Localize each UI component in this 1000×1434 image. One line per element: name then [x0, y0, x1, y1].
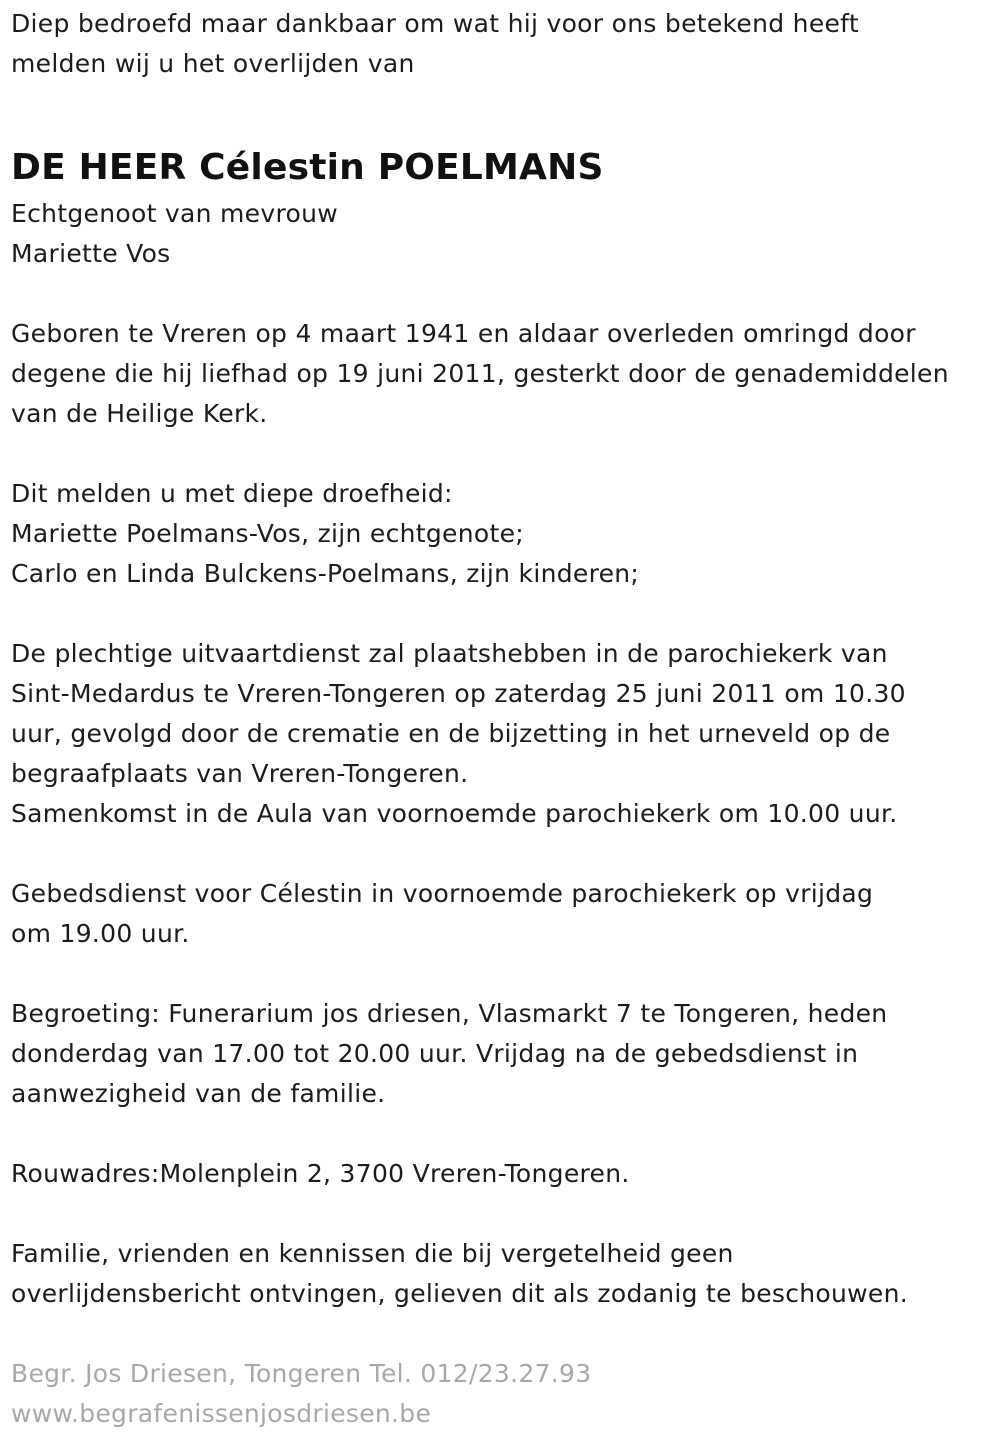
intro-line: melden wij u het overlijden van: [11, 49, 415, 78]
spouse-line: Mariette Vos: [11, 239, 171, 268]
greeting-line: donderdag van 17.00 tot 20.00 uur. Vrijdag na de gebedsdienst in: [11, 1039, 859, 1068]
paragraph-gap: [11, 1114, 986, 1154]
funeral-paragraph: [11, 634, 986, 834]
paragraph-gap: [11, 1314, 986, 1354]
funeral-line: uur, gevolgd door de crematie en de bijzetting in het urneveld op de: [11, 719, 891, 748]
funeral-line: begraafplaats van Vreren-Tongeren.: [11, 759, 469, 788]
funeral-home-contact: Begr. Jos Driesen, Tongeren Tel. 012/23.27.93: [11, 1359, 592, 1388]
paragraph-gap: [11, 954, 986, 994]
notice-line: Familie, vrienden en kennissen die bij vergetelheid geen: [11, 1239, 734, 1268]
birth-death-paragraph: [11, 314, 986, 434]
birth-death-line: Geboren te Vreren op 4 maart 1941 en aldaar overleden omringd door: [11, 319, 916, 348]
deceased-name: DE HEER Célestin POELMANS: [11, 147, 604, 188]
funeral-home-footer: [11, 1354, 986, 1434]
family-line: Mariette Poelmans-Vos, zijn echtgenote;: [11, 519, 524, 548]
spouse-paragraph: [11, 194, 986, 274]
greeting-paragraph: [11, 994, 986, 1114]
funeral-line: De plechtige uitvaartdienst zal plaatshebben in de parochiekerk van: [11, 639, 888, 668]
funeral-line: Sint-Medardus te Vreren-Tongeren op zaterdag 25 juni 2011 om 10.30: [11, 679, 906, 708]
prayer-paragraph: [11, 874, 986, 954]
family-line: Carlo en Linda Bulckens-Poelmans, zijn kinderen;: [11, 559, 640, 588]
prayer-line: Gebedsdienst voor Célestin in voornoemde parochiekerk op vrijdag: [11, 879, 874, 908]
family-paragraph: [11, 474, 986, 594]
paragraph-gap: [11, 834, 986, 874]
notice-line: overlijdensbericht ontvingen, gelieven dit als zodanig te beschouwen.: [11, 1279, 908, 1308]
address-line: Rouwadres:Molenplein 2, 3700 Vreren-Tongeren.: [11, 1159, 630, 1188]
spouse-line: Echtgenoot van mevrouw: [11, 199, 338, 228]
prayer-line: om 19.00 uur.: [11, 919, 190, 948]
greeting-line: Begroeting: Funerarium jos driesen, Vlasmarkt 7 te Tongeren, heden: [11, 999, 888, 1028]
funeral-home-website[interactable]: www.begrafenissenjosdriesen.be: [11, 1399, 432, 1428]
family-line: Dit melden u met diepe droefheid:: [11, 479, 453, 508]
funeral-line: Samenkomst in de Aula van voornoemde parochiekerk om 10.00 uur.: [11, 799, 898, 828]
address-paragraph: [11, 1154, 986, 1194]
paragraph-gap: [11, 594, 986, 634]
greeting-line: aanwezigheid van de familie.: [11, 1079, 386, 1108]
intro-paragraph: [11, 4, 986, 84]
notice-paragraph: [11, 1234, 986, 1314]
obituary-document: [11, 4, 986, 1434]
birth-death-line: van de Heilige Kerk.: [11, 399, 268, 428]
paragraph-gap: [11, 434, 986, 474]
paragraph-gap: [11, 1194, 986, 1234]
paragraph-gap: [11, 274, 986, 314]
intro-line: Diep bedroefd maar dankbaar om wat hij voor ons betekend heeft: [11, 9, 859, 38]
birth-death-line: degene die hij liefhad op 19 juni 2011, gesterkt door de genademiddelen: [11, 359, 949, 388]
